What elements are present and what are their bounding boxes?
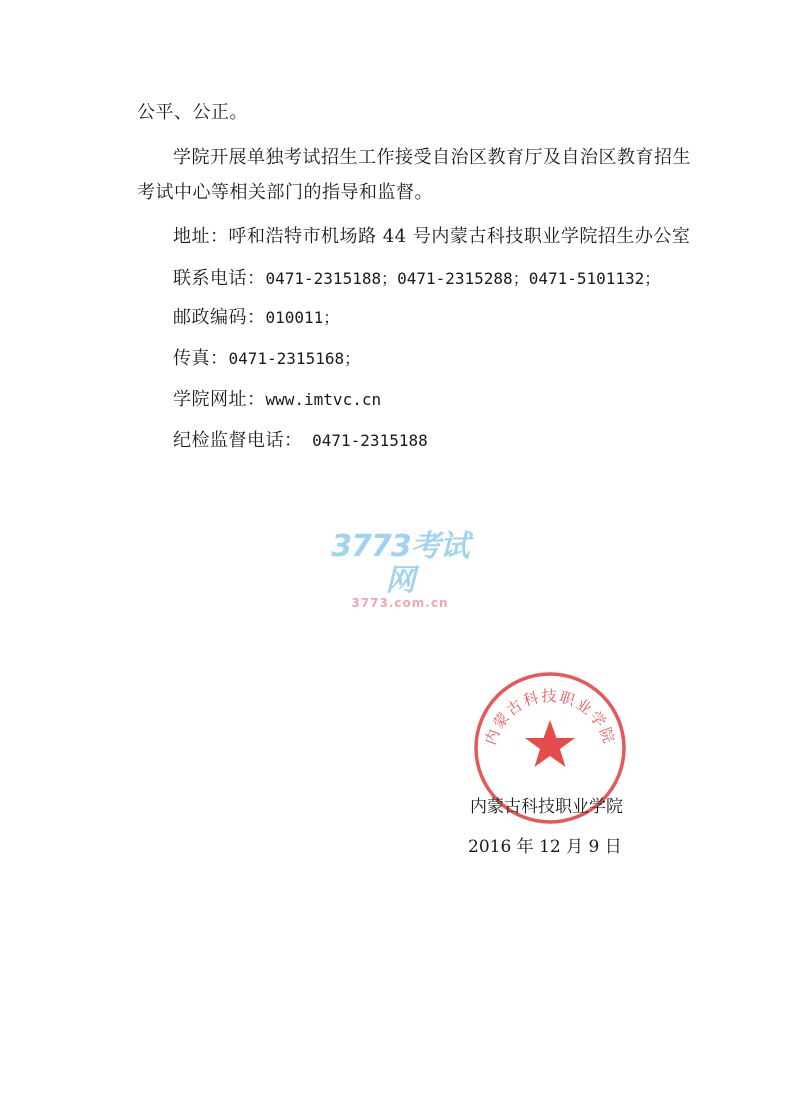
phone-value: 0471-2315188；0471-2315288；0471-5101132；: [265, 269, 661, 288]
fax-label: 传真：: [173, 348, 229, 369]
fax-line: [173, 344, 360, 370]
seal-text: 内蒙古科技职业学院: [481, 687, 619, 748]
seal-star-icon: [525, 720, 575, 767]
website-label: 学院网址：: [173, 389, 266, 410]
website-value: www.imtvc.cn: [265, 390, 382, 409]
address-label: 地址：: [173, 226, 229, 247]
watermark: [320, 530, 480, 610]
paragraph-line-3: 考试中心等相关部门的指导和监督。: [137, 182, 433, 203]
address-line: [173, 222, 690, 248]
paragraph-line-1: 公平、公正。: [137, 102, 248, 123]
supervision-value: 0471-2315188: [302, 431, 428, 450]
signature-date: 2016 年 12 月 9 日: [468, 837, 622, 857]
website-line: [173, 385, 381, 411]
watermark-sub: 3773.com.cn: [351, 596, 449, 610]
paragraph-line-2: 学院开展单独考试招生工作接受自治区教育厅及自治区教育招生: [173, 147, 691, 168]
supervision-line: [173, 426, 428, 452]
watermark-main: 3773考试网: [331, 529, 469, 598]
supervision-label: 纪检监督电话：: [173, 430, 303, 451]
postcode-label: 邮政编码：: [173, 307, 266, 328]
postcode-value: 010011；: [265, 308, 340, 327]
address-value: 呼和浩特市机场路 44 号内蒙古科技职业学院招生办公室: [228, 226, 691, 247]
phone-line: [173, 264, 660, 290]
phone-label: 联系电话：: [173, 268, 266, 289]
signature-org: 内蒙古科技职业学院: [470, 797, 623, 817]
fax-value: 0471-2315168；: [228, 349, 361, 368]
postcode-line: [173, 303, 339, 329]
